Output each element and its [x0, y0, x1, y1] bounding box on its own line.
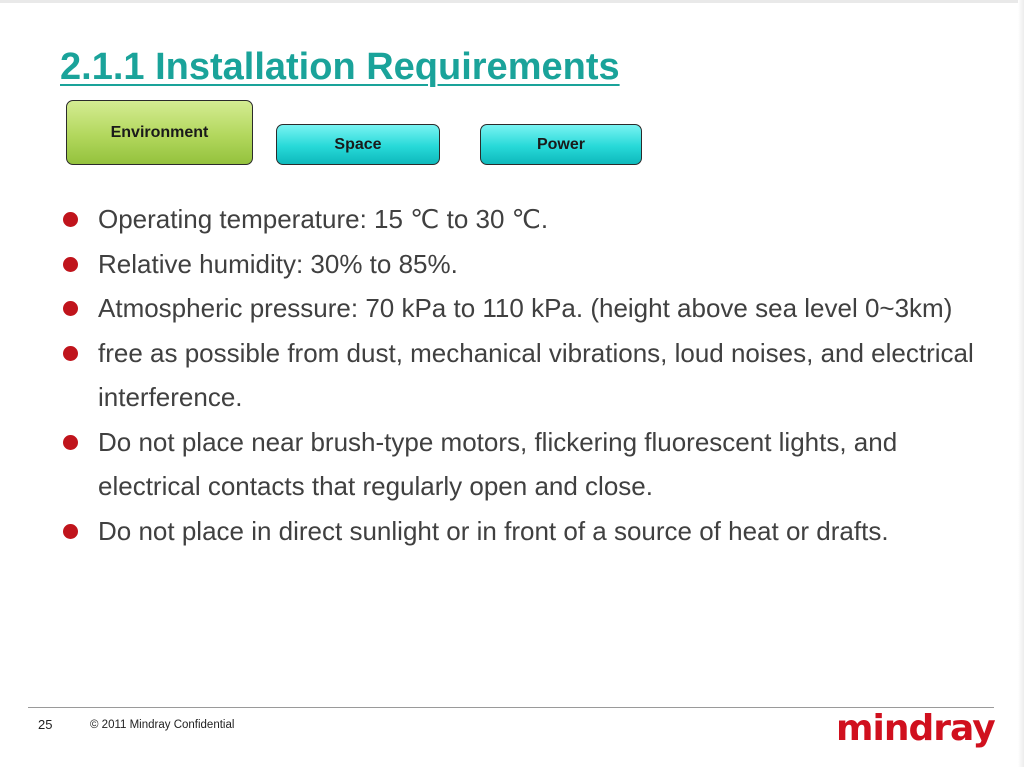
- right-edge-shadow: [1018, 0, 1024, 767]
- mindray-logo: mindray: [836, 708, 995, 749]
- list-item: [62, 286, 1002, 331]
- bullet-text: Do not place in direct sunlight or in front of a source of heat or drafts.: [98, 515, 889, 546]
- bullet-text: Relative humidity: 30% to 85%.: [98, 248, 458, 279]
- list-item: [62, 509, 1002, 554]
- list-item: [62, 331, 1002, 420]
- bullet-icon: [63, 435, 78, 450]
- copyright-text: © 2011 Mindray Confidential: [90, 719, 235, 731]
- bullet-text: free as possible from dust, mechanical vibrations, loud noises, and electrical interference.: [98, 337, 974, 412]
- list-item: [62, 197, 1002, 242]
- bullet-text: Atmospheric pressure: 70 kPa to 110 kPa. (height above sea level 0~3km): [98, 293, 953, 323]
- tab-environment[interactable]: Environment: [66, 100, 253, 165]
- top-edge: [0, 0, 1024, 3]
- bullet-icon: [63, 524, 78, 539]
- bullet-icon: [63, 346, 78, 361]
- list-item: [62, 242, 1002, 287]
- bullet-icon: [63, 301, 78, 316]
- bullet-text: Operating temperature: 15 ℃ to 30 ℃.: [98, 204, 549, 234]
- bullet-icon: [63, 257, 78, 272]
- list-item: [62, 420, 1002, 509]
- slide-title: 2.1.1 Installation Requirements: [60, 46, 620, 88]
- requirements-list: [62, 197, 1002, 553]
- bullet-text: Do not place near brush-type motors, flickering fluorescent lights, and electrical contacts that regularly open and close.: [98, 426, 898, 501]
- tab-power[interactable]: Power: [480, 124, 642, 165]
- bullet-icon: [63, 212, 78, 227]
- page-number: 25: [38, 717, 53, 732]
- tab-space[interactable]: Space: [276, 124, 440, 165]
